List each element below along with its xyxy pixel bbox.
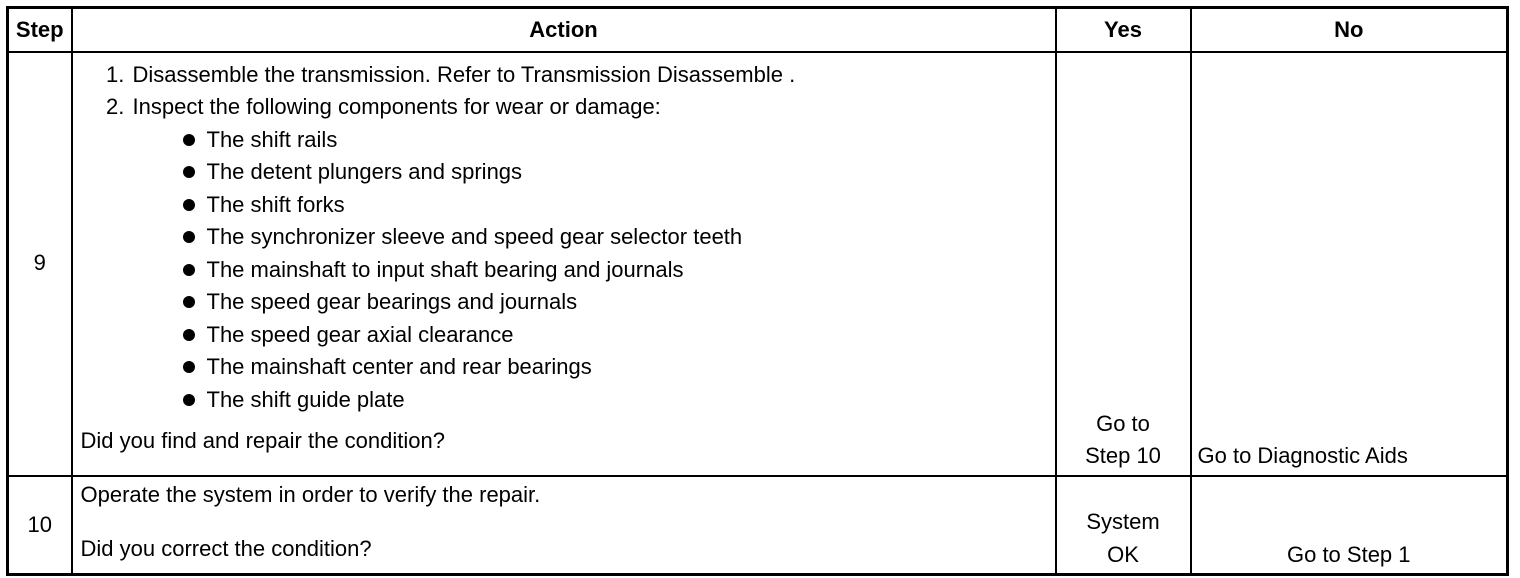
action-cell: [72, 52, 1056, 476]
list-item: The mainshaft to input shaft bearing and journals: [183, 254, 1055, 287]
list-item: The speed gear bearings and journals: [183, 286, 1055, 319]
no-cell: Go to Diagnostic Aids: [1191, 52, 1508, 476]
list-item: The synchronizer sleeve and speed gear selector teeth: [183, 221, 1055, 254]
yes-cell: [1056, 476, 1191, 575]
list-item: The shift forks: [183, 189, 1055, 222]
yes-line: System: [1086, 509, 1160, 534]
step-number: 9: [8, 52, 72, 476]
yes-cell: [1056, 52, 1191, 476]
component-list: [133, 124, 1055, 417]
list-item: The mainshaft center and rear bearings: [183, 351, 1055, 384]
list-item: The shift guide plate: [183, 384, 1055, 417]
action-step: 1. Disassemble the transmission. Refer to Transmission Disassemble .: [131, 59, 1055, 92]
instruction-text: Operate the system in order to verify the repair.: [80, 481, 541, 507]
yes-line: OK: [1107, 541, 1139, 567]
diagnostic-table: [6, 6, 1509, 576]
header-yes: Yes: [1056, 8, 1191, 52]
step-number: 10: [8, 476, 72, 575]
yes-line: Step 10: [1085, 443, 1161, 468]
list-item: The shift rails: [183, 124, 1055, 157]
yes-line: Go to: [1096, 410, 1150, 436]
question-text: Did you correct the condition?: [80, 536, 372, 561]
no-cell: Go to Step 1: [1191, 476, 1508, 575]
action-step: [131, 91, 1055, 416]
list-item: The detent plungers and springs: [183, 156, 1055, 189]
spacer: [81, 511, 1055, 533]
table-row: [8, 52, 1508, 476]
header-row: [8, 8, 1508, 52]
action-steps: [81, 59, 1055, 417]
action-step-text: Inspect the following components for wear or damage:: [132, 94, 661, 119]
header-action: Action: [72, 8, 1056, 52]
table-row: [8, 476, 1508, 575]
header-step: Step: [8, 8, 72, 52]
question-text: Did you find and repair the condition?: [80, 428, 445, 453]
list-item: The speed gear axial clearance: [183, 319, 1055, 352]
action-cell: [72, 476, 1056, 575]
header-no: No: [1191, 8, 1508, 52]
